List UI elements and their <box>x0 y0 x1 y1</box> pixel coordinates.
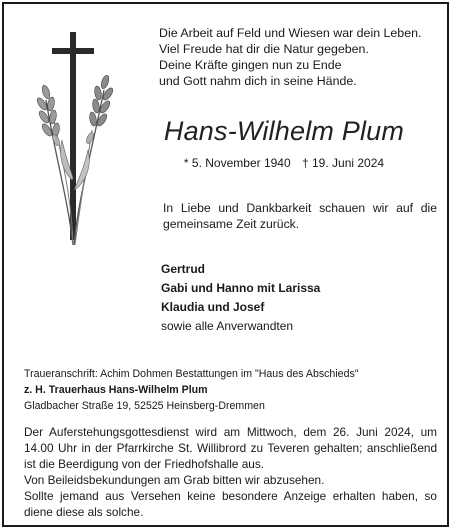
poem-line: Viel Freude hat dir die Natur gegeben. <box>159 42 369 56</box>
family-member: Gertrud <box>161 262 206 276</box>
address-line: Traueranschrift: Achim Dohmen Bestattungen im "Haus des Abschieds" <box>24 368 359 380</box>
family-member: Klaudia und Josef <box>161 300 265 314</box>
birth-date: * 5. November 1940 <box>183 156 291 170</box>
death-date: † 19. Juni 2024 <box>302 156 385 170</box>
service-paragraph: Von Beileidsbekundungen am Grab bitten wir abzusehen. <box>24 473 325 487</box>
address-line: Gladbacher Straße 19, 52525 Heinsberg-Dremmen <box>24 400 265 412</box>
poem <box>159 25 449 89</box>
service-paragraph: Sollte jemand aus Versehen keine besondere Anzeige erhalten haben, so diene diese als solche. <box>24 489 437 519</box>
service-info <box>24 424 437 520</box>
life-dates <box>124 156 444 170</box>
family-others: sowie alle Anverwandten <box>161 319 294 333</box>
family-member: Gabi und Hanno mit Larissa <box>161 281 321 295</box>
cross-wheat-icon <box>32 30 132 260</box>
poem-line: und Gott nahm dich in seine Hände. <box>159 74 357 88</box>
family-list <box>161 260 421 336</box>
poem-line: Deine Kräfte gingen nun zu Ende <box>159 58 342 72</box>
poem-line: Die Arbeit auf Feld und Wiesen war dein Leben. <box>159 26 422 40</box>
deceased-name: Hans-Wilhelm Plum <box>163 116 405 146</box>
service-paragraph: Der Auferstehungsgottesdienst wird am Mittwoch, dem 26. Juni 2024, um 14.00 Uhr in der Pfarrkirche St. Willibrord zu Teveren gehalten; anschließend ist die Beerdigung von der Friedhofshalle aus. <box>24 425 437 471</box>
intro-text: In Liebe und Dankbarkeit schauen wir auf die gemeinsame Zeit zurück. <box>163 201 437 231</box>
mourning-address <box>24 366 444 414</box>
address-line: z. H. Trauerhaus Hans-Wilhelm Plum <box>24 384 208 396</box>
obituary-frame <box>2 2 449 527</box>
